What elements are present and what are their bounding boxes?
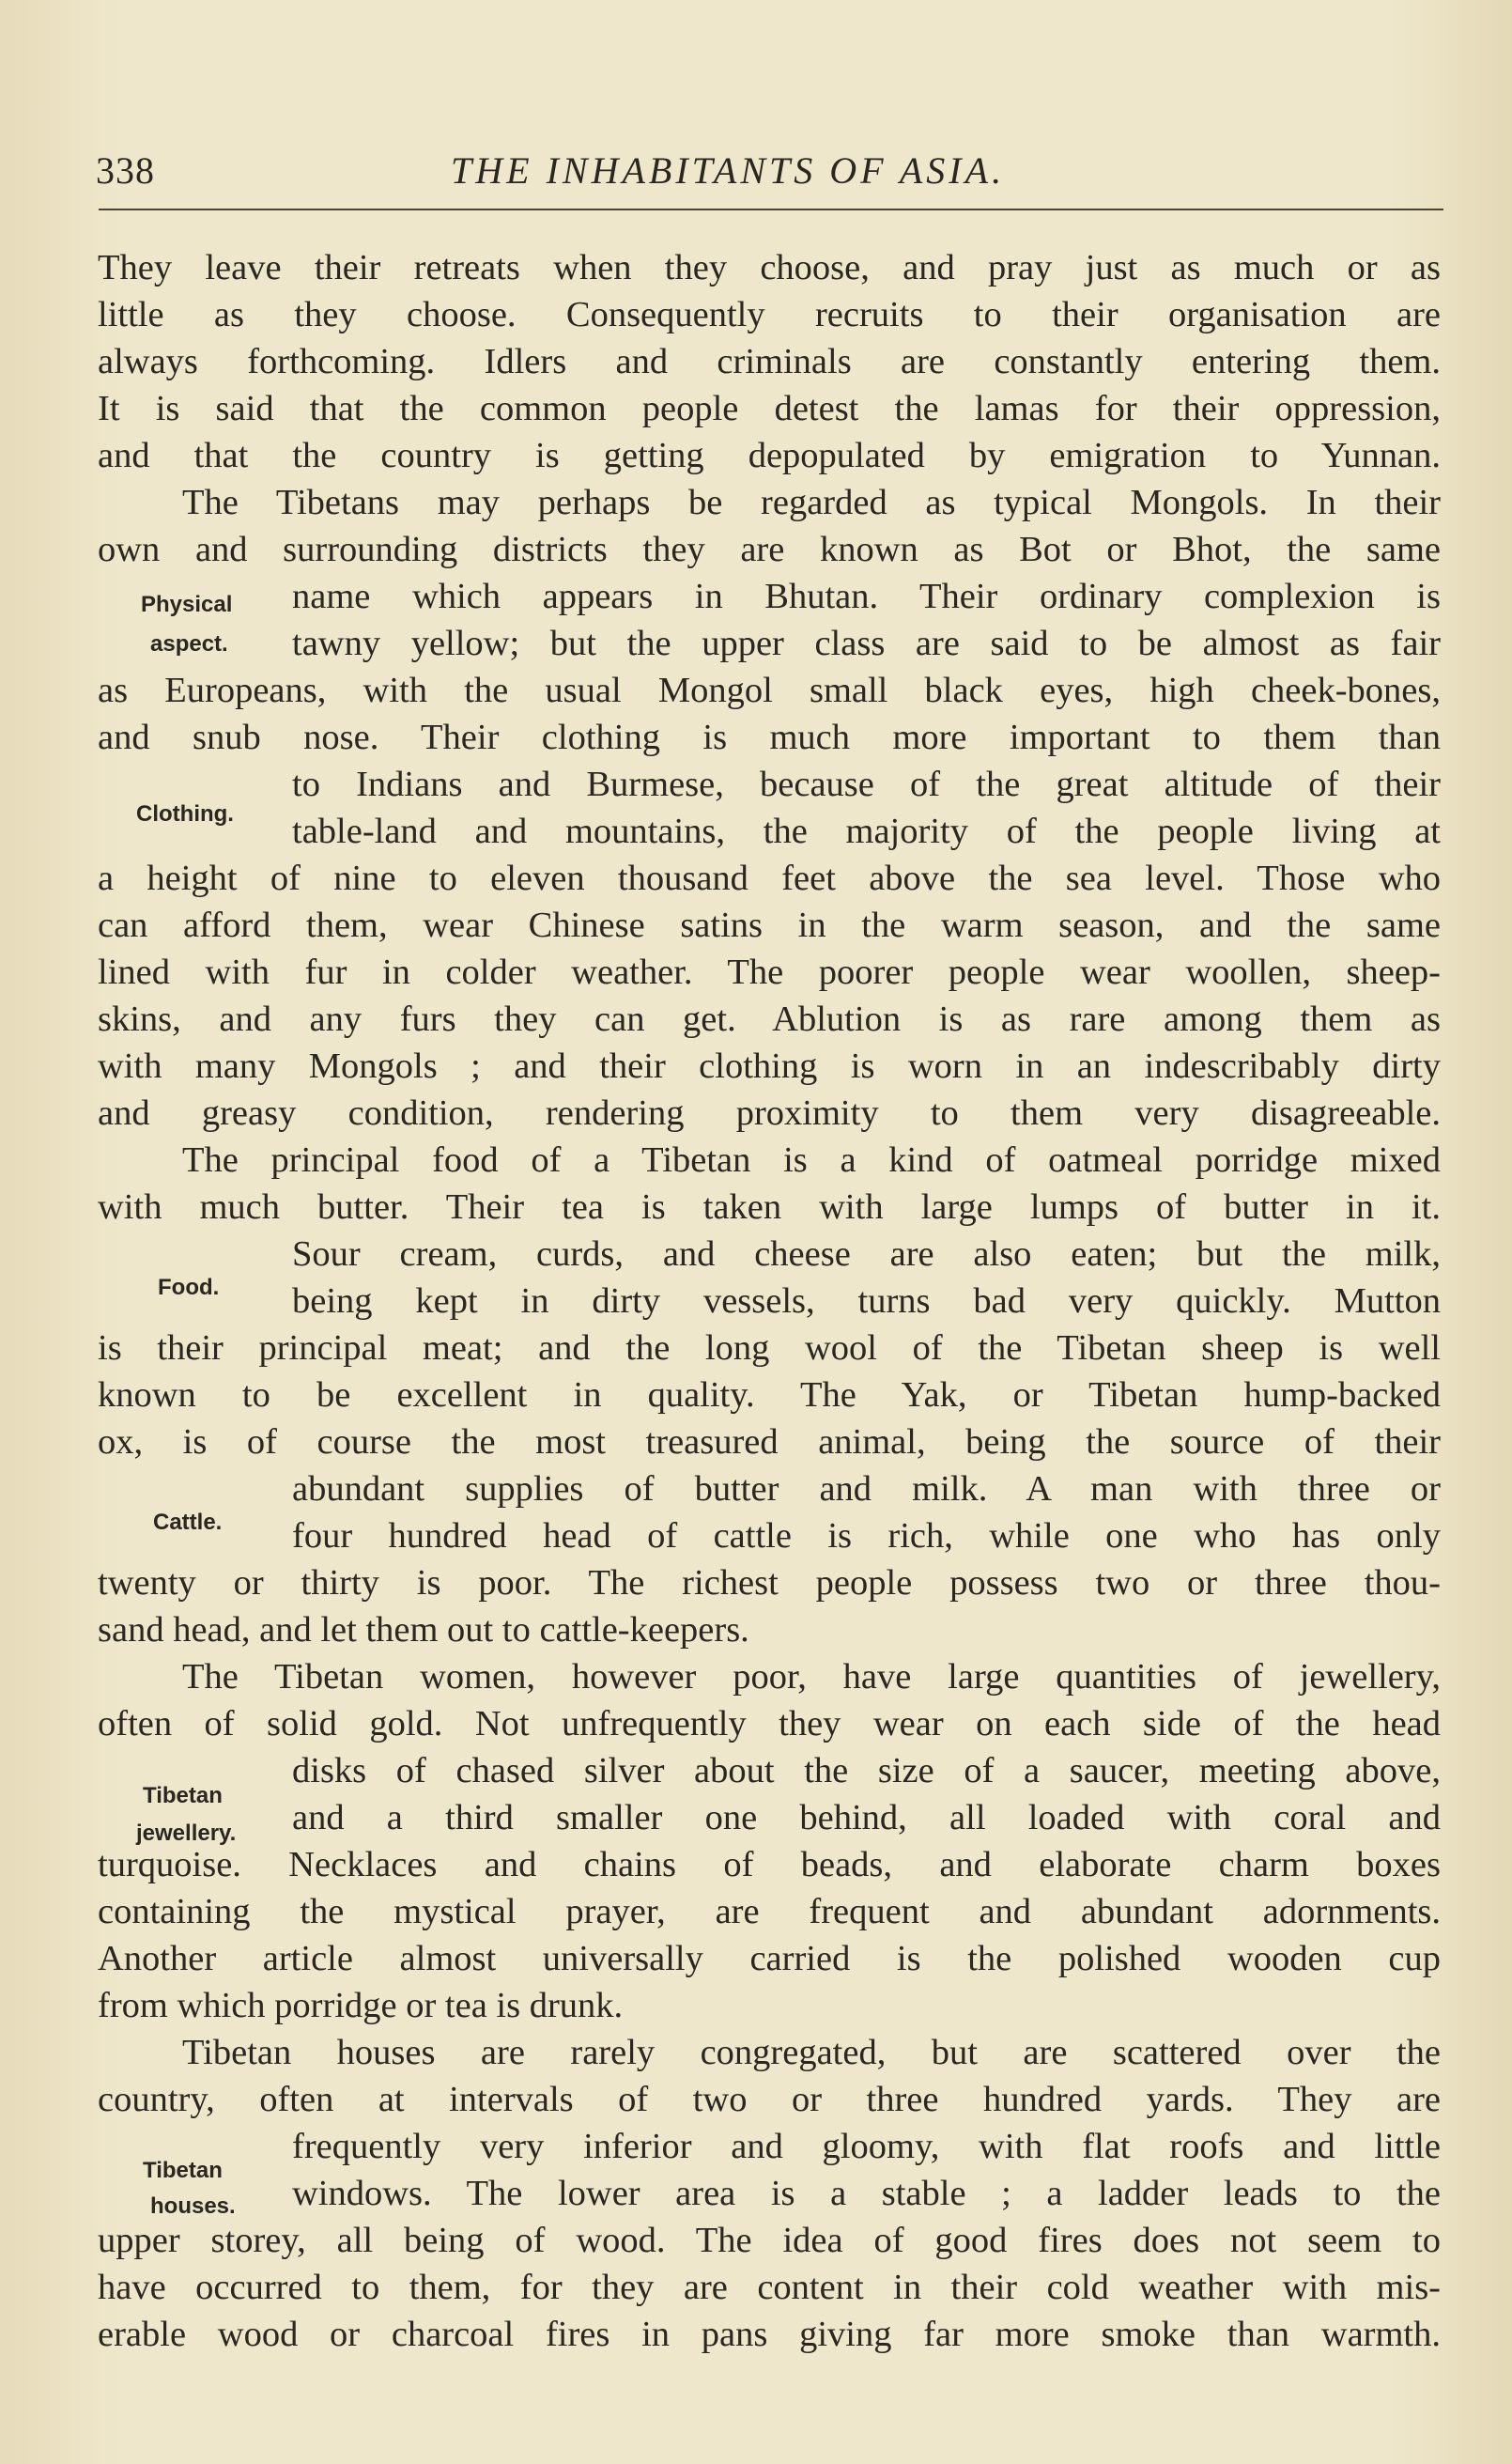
text-line: The principal food of a Tibetan is a kind of oatmeal porridge mixed	[182, 1140, 1441, 1180]
margin-note-physical: Physical	[141, 592, 233, 617]
text-line: The Tibetan women, however poor, have large quantities of jewellery,	[182, 1657, 1441, 1697]
text-line: Tibetan houses are rarely congregated, but are scattered over the	[182, 2033, 1441, 2072]
text-line: abundant supplies of butter and milk. A man with three or	[292, 1469, 1441, 1509]
text-line: twenty or thirty is poor. The richest people possess two or three thou-	[98, 1563, 1441, 1603]
text-line: Sour cream, curds, and cheese are also eaten; but the milk,	[292, 1234, 1441, 1274]
page-number: 338	[96, 149, 155, 192]
text-line: erable wood or charcoal fires in pans giving far more smoke than warmth.	[98, 2315, 1441, 2354]
text-line: upper storey, all being of wood. The idea of good fires does not seem to	[98, 2221, 1441, 2260]
text-line: containing the mystical prayer, are frequent and abundant adornments.	[98, 1892, 1441, 1931]
text-line: to Indians and Burmese, because of the great altitude of their	[292, 765, 1441, 804]
text-line: can afford them, wear Chinese satins in the warm season, and the same	[98, 906, 1441, 945]
text-line: tawny yellow; but the upper class are said to be almost as fair	[292, 624, 1441, 663]
text-line: own and surrounding districts they are known as Bot or Bhot, the same	[98, 530, 1441, 569]
text-line: and snub nose. Their clothing is much more important to them than	[98, 718, 1441, 757]
text-line: It is said that the common people detest the lamas for their oppression,	[98, 389, 1441, 428]
text-line: being kept in dirty vessels, turns bad very quickly. Mutton	[292, 1281, 1441, 1321]
margin-note-tibetan-jewellery: Tibetan	[143, 1783, 223, 1808]
text-line: from which porridge or tea is drunk.	[98, 1986, 624, 2025]
text-line: ox, is of course the most treasured animal, being the source of their	[98, 1422, 1441, 1462]
text-line: They leave their retreats when they choose, and pray just as much or as	[98, 248, 1441, 287]
text-line: lined with fur in colder weather. The poorer people wear woollen, sheep-	[98, 953, 1441, 992]
text-line: and a third smaller one behind, all loaded with coral and	[292, 1798, 1441, 1837]
text-line: known to be excellent in quality. The Yak, or Tibetan hump-backed	[98, 1375, 1441, 1415]
text-line: with many Mongols ; and their clothing is worn in an indescribably dirty	[98, 1046, 1441, 1086]
text-line: little as they choose. Consequently recruits to their organisation are	[98, 295, 1441, 334]
text-line: with much butter. Their tea is taken with large lumps of butter in it.	[98, 1187, 1441, 1227]
text-line: disks of chased silver about the size of a saucer, meeting above,	[292, 1751, 1441, 1790]
text-line: table-land and mountains, the majority of the people living at	[292, 812, 1441, 851]
text-line: have occurred to them, for they are content in their cold weather with mis-	[98, 2268, 1441, 2307]
running-head: THE INHABITANTS OF ASIA.	[451, 149, 1006, 192]
text-line: always forthcoming. Idlers and criminals are constantly entering them.	[98, 342, 1441, 381]
page-header	[96, 139, 1439, 205]
text-line: country, often at intervals of two or three hundred yards. They are	[98, 2080, 1441, 2119]
text-line: windows. The lower area is a stable ; a ladder leads to the	[292, 2174, 1441, 2213]
margin-note-tibetan-houses: Tibetan	[143, 2158, 223, 2183]
text-line: as Europeans, with the usual Mongol small black eyes, high cheek-bones,	[98, 671, 1441, 710]
text-line: skins, and any furs they can get. Ablution is as rare among them as	[98, 1000, 1441, 1039]
text-line: a height of nine to eleven thousand feet above the sea level. Those who	[98, 859, 1441, 898]
text-line: is their principal meat; and the long wool of the Tibetan sheep is well	[98, 1328, 1441, 1368]
header-rule	[99, 209, 1443, 210]
text-line: and greasy condition, rendering proximity to them very disagreeable.	[98, 1093, 1441, 1133]
margin-note-jewellery: jewellery.	[136, 1821, 237, 1846]
text-line: name which appears in Bhutan. Their ordinary complexion is	[292, 577, 1441, 616]
text-line: turquoise. Necklaces and chains of beads, and elaborate charm boxes	[98, 1845, 1441, 1884]
text-line: often of solid gold. Not unfrequently they wear on each side of the head	[98, 1704, 1441, 1743]
text-line: The Tibetans may perhaps be regarded as typical Mongols. In their	[182, 483, 1441, 522]
margin-note-cattle: Cattle.	[153, 1510, 223, 1535]
text-line: frequently very inferior and gloomy, with flat roofs and little	[292, 2127, 1441, 2166]
margin-note-food: Food.	[158, 1275, 220, 1300]
text-line: Another article almost universally carried is the polished wooden cup	[98, 1939, 1441, 1978]
margin-note-clothing: Clothing.	[136, 801, 234, 827]
margin-note-houses: houses.	[150, 2193, 236, 2219]
margin-note-physical-aspect: aspect.	[150, 631, 228, 657]
text-line: and that the country is getting depopulated by emigration to Yunnan.	[98, 436, 1441, 475]
text-line: sand head, and let them out to cattle-keepers.	[98, 1610, 749, 1650]
text-line: four hundred head of cattle is rich, while one who has only	[292, 1516, 1441, 1556]
